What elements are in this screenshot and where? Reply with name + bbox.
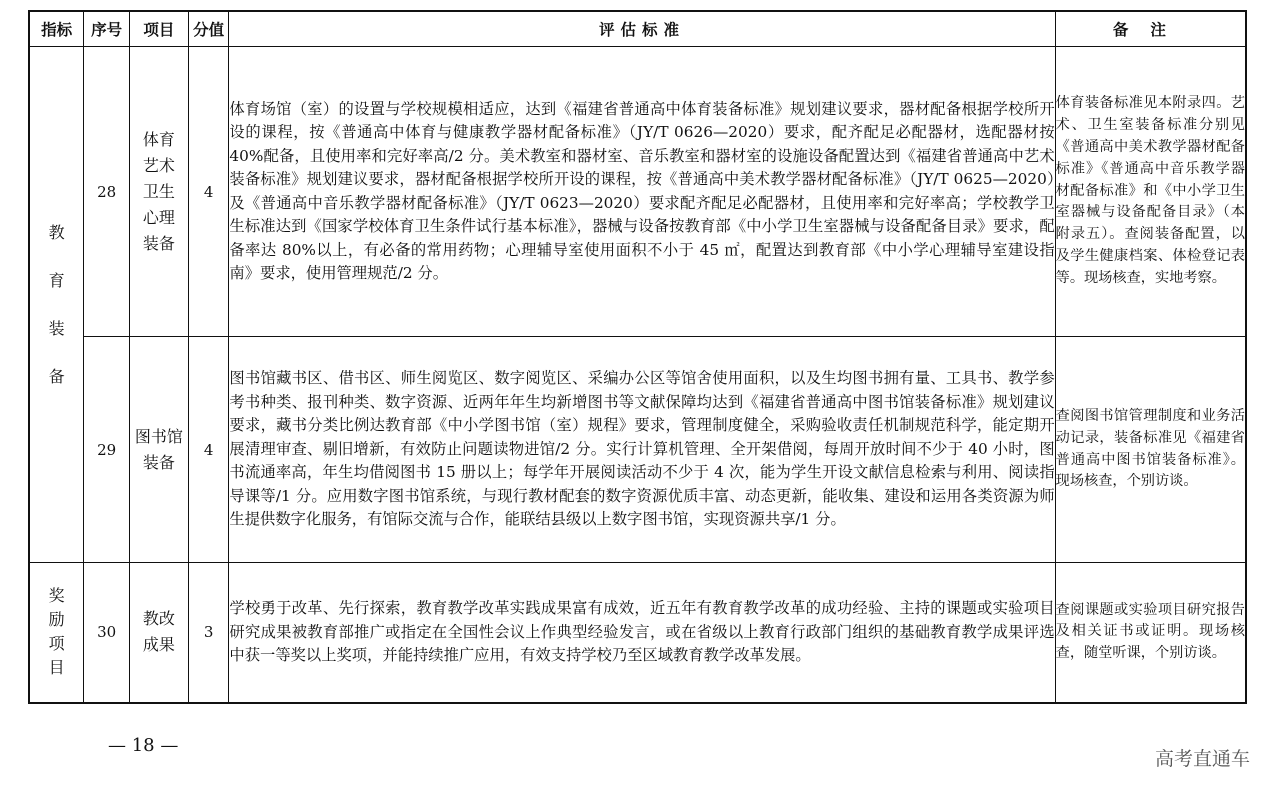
indicator-cell [29,563,84,703]
remark-cell: 查阅图书馆管理制度和业务活动记录，装备标准见《福建省普通高中图书馆装备标准》。现场核查，个别访谈。 [1055,337,1246,563]
item-line: 体育 [142,129,175,149]
watermark-text: 高考直通车 [1154,748,1250,770]
item-line: 装备 [142,452,175,472]
page-number: — 18 — [108,735,179,756]
score-cell: 4 [188,47,229,337]
header-indicator: 指标 [29,11,84,47]
header-standard: 评估标准 [229,11,1055,47]
standard-cell: 图书馆藏书区、借书区、师生阅览区、数字阅览区、采编办公区等馆舍使用面积，以及生均图书拥有量、工具书、教学参考书种类、报刊种类、数字资源、近两年年生均新增图书等文献保障均达到《福建省普通高中图书馆装备标准》规划建议要求，藏书分类比例达教育部《中小学图书馆（室）规程》要求，管理制度健全，采购验收责任机制规范科学，能定期开展清理审查、剔旧增新，有效防止问题读物进馆/2 分。实行计算机管理、全开架借阅，每周开放时间不少于 40 小时，图书流通率高，年生均借阅图书 15 册以上；每学年开展阅读活动不少于 4 次，能为学生开设文献信息检索与利用、阅读指导课等/1 分。应用数字图书馆系统，与现行教材配套的数字资源优质丰富、动态更新，能收集、建设和运用各类资源为师生提供数字化服务，有馆际交流与合作，能联结县级以上数字图书馆，实现资源共享/1 分。 [229,337,1055,563]
indicator-text: 奖励项目 [48,586,65,678]
item-line: 图书馆 [134,426,183,446]
table-row [29,47,1246,337]
standard-cell: 学校勇于改革、先行探索，教育教学改革实践成果富有成效，近五年有教育教学改革的成功经验、主持的课题或实验项目研究成果被教育部推广或指定在全国性会议上作典型经验发言，或在省级以上教育行政部门组织的基础教育教学成果评选中获一等奖以上奖项，并能持续推广应用，有效支持学校乃至区域教育教学改革发展。 [229,563,1055,703]
item-line: 艺术 [142,155,175,175]
item-line: 卫生 [142,181,175,201]
indicator-cell [29,47,84,563]
item-cell [129,47,188,337]
remark-cell: 体育装备标准见本附录四。艺术、卫生室装备标准分别见《普通高中美术教学器材配备标准》《普通高中音乐教学器材配备标准》和《中小学卫生室器械与设备配备目录》（本附录五）。查阅装备配置，以及学生健康档案、体检登记表等。现场核查，实地考察。 [1055,47,1246,337]
header-number: 序号 [84,11,130,47]
remark-cell: 查阅课题或实验项目研究报告及相关证书或证明。现场核查，随堂听课，个别访谈。 [1055,563,1246,703]
table-row [29,563,1246,703]
item-cell [129,337,188,563]
evaluation-table [28,10,1247,704]
header-item: 项目 [129,11,188,47]
header-remark: 备注 [1055,11,1246,47]
indicator-text: 教育装备 [48,222,65,386]
number-cell: 29 [84,337,130,563]
item-line: 教改 [142,609,175,629]
standard-cell: 体育场馆（室）的设置与学校规模相适应，达到《福建省普通高中体育装备标准》规划建议要求，器材配备根据学校所开设的课程，按《普通高中体育与健康教学器材配备标准》（JY/T 0626—2020）要求，配齐配足必配器材，选配器材按 40%配备，且使用率和完好率高/2 分。美术教室和器材室、音乐教室和器材室的设施设备配置达到《福建省普通高中艺术装备标准》规划建议要求，器材配备根据学校所开设的课程，按《普通高中美术教学器材配备标准》（JY/T 0625—2020）及《普通高中音乐教学器材配备标准》（JY/T 0623—2020）要求配齐配足必配器材，且使用率和完好率高；学校教学卫生标准达到《国家学校体育卫生条件试行基本标准》，器械与设备按教育部《中小学卫生室器械与设备配备目录》要求，配备率达 80%以上，有必备的常用药物；心理辅导室使用面积不小于 45 ㎡，配置达到教育部《中小学心理辅导室建设指南》要求，使用管理规范/2 分。 [229,47,1055,337]
number-cell: 28 [84,47,130,337]
number-cell: 30 [84,563,130,703]
header-score: 分值 [188,11,229,47]
item-line: 成果 [142,635,175,655]
score-cell: 3 [188,563,229,703]
item-line: 心理 [142,207,175,227]
item-line: 装备 [142,233,175,253]
item-cell [129,563,188,703]
table-row [29,337,1246,563]
score-cell: 4 [188,337,229,563]
table-header-row [29,11,1246,47]
